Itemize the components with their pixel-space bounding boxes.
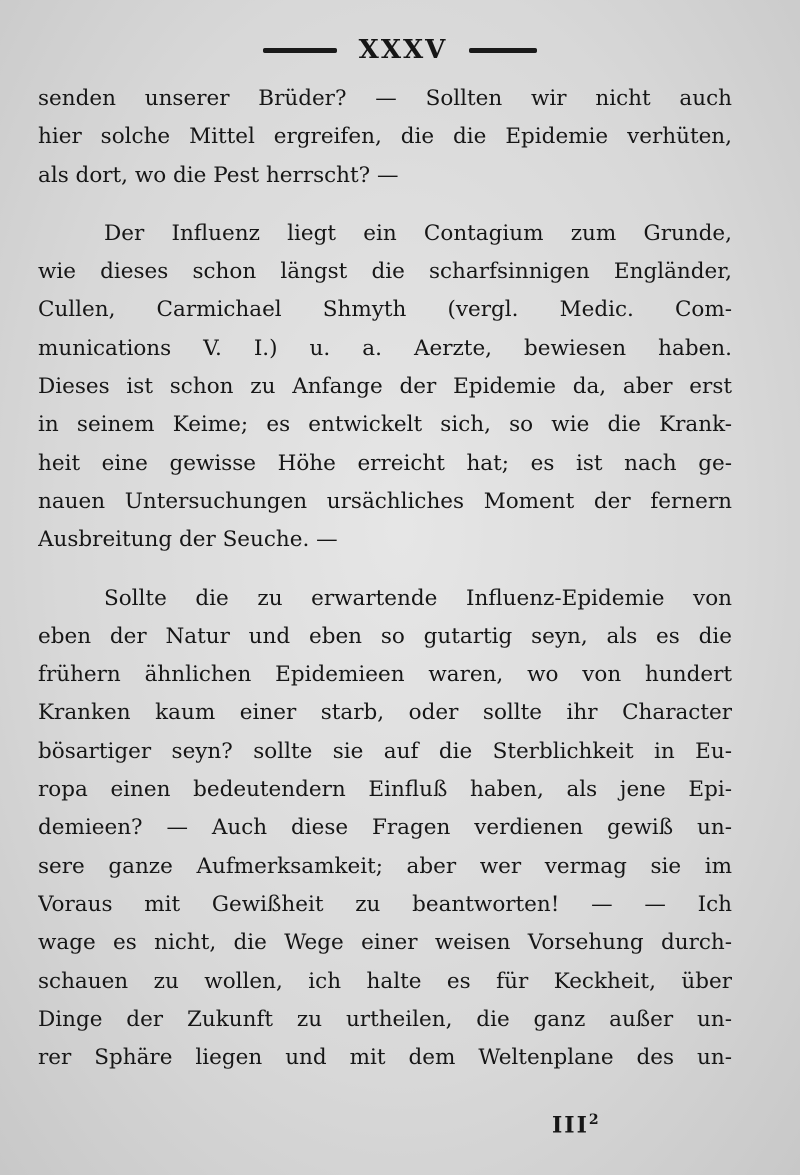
paragraph-gap [38, 195, 732, 215]
text-line: Dieses ist schon zu Anfange der Epidemie da, aber erst [38, 374, 732, 400]
text-line: Ausbreitung der Seuche. — [38, 527, 338, 553]
paragraph [38, 215, 732, 560]
paragraph [38, 80, 732, 195]
text-line: als dort, wo die Pest herrscht? — [38, 162, 399, 188]
page-number: XXXV [358, 35, 448, 65]
page-header [0, 30, 800, 70]
text-line: eben der Natur und eben so gutartig seyn, als es die [38, 623, 732, 649]
text-line: heit eine gewisse Höhe erreicht hat; es ist nach ge- [38, 450, 732, 476]
header-rule-right [469, 48, 537, 53]
text-line: wie dieses schon längst die scharfsinnigen Engländer, [38, 259, 732, 285]
text-line: Kranken kaum einer starb, oder sollte ihr Character [38, 700, 732, 726]
text-line: wage es nicht, die Wege einer weisen Vorsehung durch- [38, 930, 732, 956]
text-line: schauen zu wollen, ich halte es für Keckheit, über [38, 968, 732, 994]
body-text [38, 80, 732, 1077]
text-line: in seinem Keime; es entwickelt sich, so wie die Krank- [38, 412, 732, 438]
text-line: Der Influenz liegt ein Contagium zum Grunde, [104, 220, 732, 246]
text-line: nauen Untersuchungen ursächliches Moment der fernern [38, 488, 732, 514]
text-line: Dinge der Zukunft zu urtheilen, die ganz außer un- [38, 1006, 732, 1032]
text-line: Voraus mit Gewißheit zu beantworten! — — Ich [38, 891, 732, 917]
signature-number: III [552, 1112, 589, 1139]
text-line: Cullen, Carmichael Shmyth (vergl. Medic. Com- [38, 297, 732, 323]
text-line: frühern ähnlichen Epidemieen waren, wo von hundert [38, 662, 732, 688]
paragraph [38, 580, 732, 1078]
text-line: hier solche Mittel ergreifen, die die Epidemie verhüten, [38, 124, 732, 150]
signature-superscript: 2 [588, 1112, 599, 1128]
text-line: sere ganze Aufmerksamkeit; aber wer vermag sie im [38, 853, 732, 879]
paragraph-gap [38, 560, 732, 580]
text-line: senden unserer Brüder? — Sollten wir nicht auch [38, 86, 732, 111]
text-line: munications V. I.) u. a. Aerzte, bewiesen haben. [38, 335, 732, 361]
signature-mark [552, 1112, 599, 1138]
text-line: bösartiger seyn? sollte sie auf die Sterblichkeit in Eu- [38, 738, 732, 764]
text-line: Sollte die zu erwartende Influenz-Epidemie von [104, 585, 732, 611]
header-rule-left [263, 48, 337, 53]
text-line: ropa einen bedeutendern Einfluß haben, als jene Epi- [38, 777, 732, 803]
text-line: demieen? — Auch diese Fragen verdienen gewiß un- [38, 815, 732, 841]
text-line: rer Sphäre liegen und mit dem Weltenplane des un- [38, 1045, 732, 1071]
